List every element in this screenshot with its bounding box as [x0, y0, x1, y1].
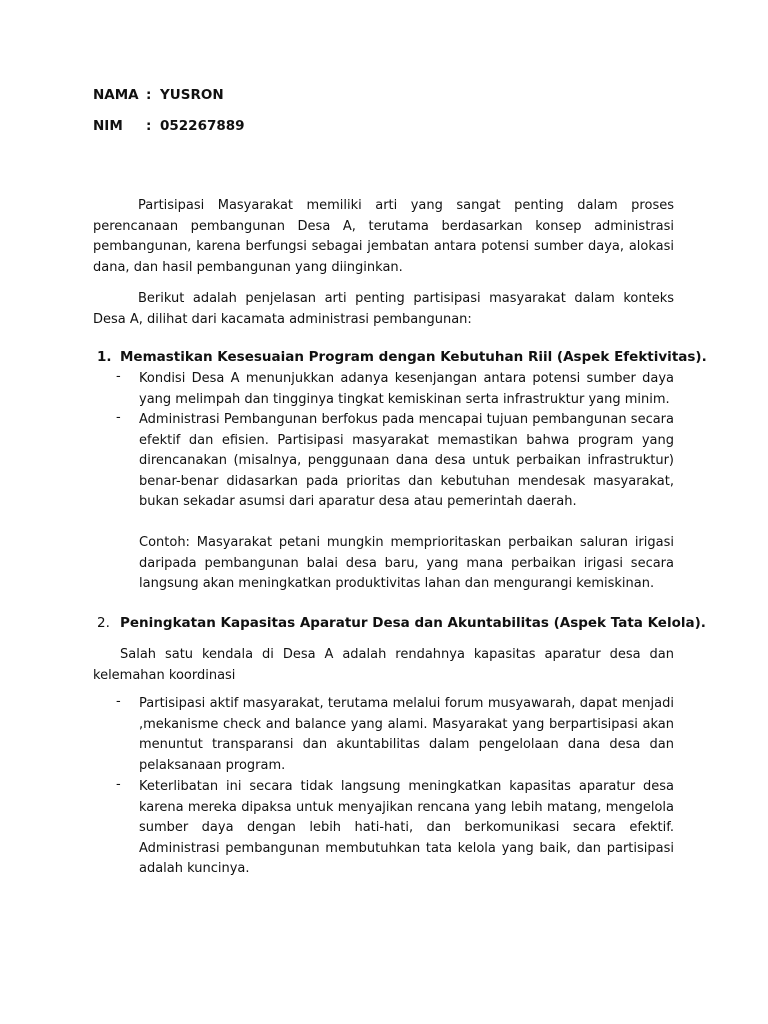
- section-2-title: Peningkatan Kapasitas Aparatur Desa dan Akuntabilitas (Aspek Tata Kelola).: [120, 615, 706, 631]
- section-2-number: 2.: [97, 615, 110, 631]
- nim-separator: :: [146, 118, 152, 134]
- bullet-dash: -: [116, 777, 121, 792]
- section-2-heading: [93, 615, 706, 631]
- bullet-dash: -: [116, 369, 121, 384]
- nim-line: [93, 118, 245, 134]
- section-1-title: Memastikan Kesesuaian Program dengan Kebutuhan Riil (Aspek Efektivitas).: [120, 349, 707, 365]
- name-label: NAMA: [93, 87, 139, 103]
- section-2-bullet-1: Partisipasi aktif masyarakat, terutama melalui forum musyawarah, dapat menjadi ,mekanisme check and balance yang alami. Masyarakat yang berpartisipasi akan menuntut transparansi dan akuntabilitas dalam pengelolaan dana desa dan pelaksanaan program.: [139, 696, 724, 773]
- section-2-intro: Salah satu kendala di Desa A adalah rendahnya kapasitas aparatur desa dan kelemahan koordinasi: [93, 647, 674, 683]
- intro-paragraph-2: Berikut adalah penjelasan arti penting partisipasi masyarakat dalam konteks Desa A, dilihat dari kacamata administrasi pembangunan:: [93, 291, 674, 327]
- nim-label: NIM: [93, 118, 123, 134]
- name-value: YUSRON: [160, 87, 224, 103]
- section-2-bullet-2: Keterlibatan ini secara tidak langsung meningkatkan kapasitas aparatur desa karena mereka dipaksa untuk menyajikan rencana yang lebih matang, mengelola sumber daya dengan lebih hati-hati, dan berkomunikasi secara efektif. Administrasi pembangunan membutuhkan tata kelola yang baik, dan partisipasi adalah kuncinya.: [139, 779, 674, 876]
- nim-value: 052267889: [160, 118, 245, 134]
- section-1-example: Contoh: Masyarakat petani mungkin memprioritaskan perbaikan saluran irigasi daripada pembangunan balai desa baru, yang mana perbaikan irigasi secara langsung akan meningkatkan produktivitas lahan dan mengurangi kemiskinan.: [139, 535, 674, 591]
- section-1-bullet-2: Administrasi Pembangunan berfokus pada mencapai tujuan pembangunan secara efektif dan efisien. Partisipasi masyarakat memastikan bahwa program yang direncanakan (misalnya, penggunaan dana desa untuk perbaikan infrastruktur) benar-benar didasarkan pada prioritas dan kebutuhan mendesak masyarakat, bukan sekadar asumsi dari aparatur desa atau pemerintah daerah.: [139, 412, 674, 509]
- section-1-bullet-1: Kondisi Desa A menunjukkan adanya kesenjangan antara potensi sumber daya yang melimpah dan tingginya tingkat kemiskinan serta infrastruktur yang minim.: [139, 371, 674, 407]
- intro-paragraph-1: Partisipasi Masyarakat memiliki arti yang sangat penting dalam proses perencanaan pembangunan Desa A, terutama berdasarkan konsep administrasi pembangunan, karena berfungsi sebagai jembatan antara potensi sumber daya, alokasi dana, dan hasil pembangunan yang diinginkan.: [93, 198, 674, 276]
- name-separator: :: [146, 87, 152, 103]
- name-line: [93, 87, 224, 103]
- bullet-dash: -: [116, 694, 121, 709]
- section-1-number: 1.: [97, 349, 112, 365]
- bullet-dash: -: [116, 410, 121, 425]
- section-1-heading: [93, 349, 707, 365]
